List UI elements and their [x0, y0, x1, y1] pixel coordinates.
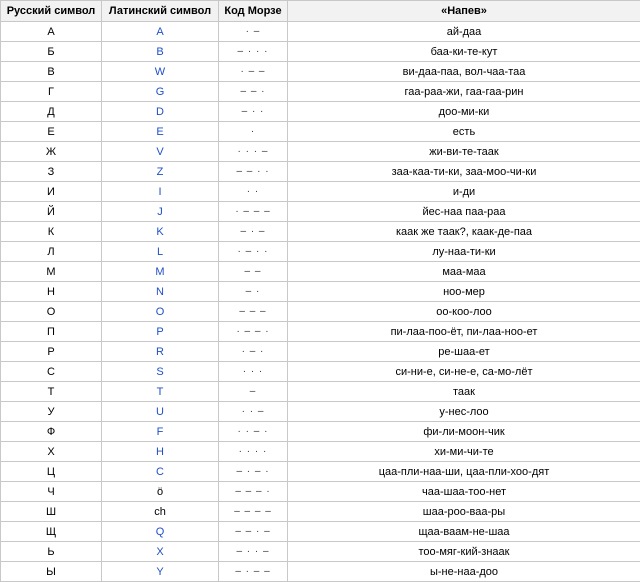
- cell-chant: чаа-шаа-тоо-нет: [288, 482, 640, 502]
- cell-morse-code: – · ·: [219, 102, 288, 122]
- cell-morse-code: – – – ·: [219, 482, 288, 502]
- cell-russian-symbol: К: [1, 222, 102, 242]
- cell-latin-symbol[interactable]: N: [102, 282, 219, 302]
- cell-chant: йес-наа паа-раа: [288, 202, 640, 222]
- cell-russian-symbol: С: [1, 362, 102, 382]
- cell-chant: гаа-раа-жи, гаа-гаа-рин: [288, 82, 640, 102]
- cell-chant: есть: [288, 122, 640, 142]
- cell-morse-code: · · ·: [219, 362, 288, 382]
- cell-morse-code: ·: [219, 122, 288, 142]
- cell-chant: си-ни-е, си-не-е, са-мо-лёт: [288, 362, 640, 382]
- cell-latin-symbol[interactable]: U: [102, 402, 219, 422]
- cell-morse-code: · – – –: [219, 202, 288, 222]
- cell-russian-symbol: М: [1, 262, 102, 282]
- cell-latin-symbol[interactable]: D: [102, 102, 219, 122]
- cell-chant: ай-даа: [288, 22, 640, 42]
- table-row: [1, 82, 640, 102]
- header-row: [1, 1, 640, 22]
- cell-chant: у-нес-лоо: [288, 402, 640, 422]
- cell-morse-code: · · · –: [219, 142, 288, 162]
- cell-russian-symbol: Ф: [1, 422, 102, 442]
- cell-chant: щаа-ваам-не-шаа: [288, 522, 640, 542]
- cell-morse-code: · – –: [219, 62, 288, 82]
- table-row: [1, 542, 640, 562]
- cell-morse-code: – – · ·: [219, 162, 288, 182]
- cell-chant: каак же таак?, каак-де-паа: [288, 222, 640, 242]
- cell-latin-symbol[interactable]: G: [102, 82, 219, 102]
- cell-russian-symbol: Й: [1, 202, 102, 222]
- cell-chant: фи-ли-моон-чик: [288, 422, 640, 442]
- cell-morse-code: · – – ·: [219, 322, 288, 342]
- cell-morse-code: · · · ·: [219, 442, 288, 462]
- table-row: [1, 282, 640, 302]
- table-row: [1, 102, 640, 122]
- table-row: [1, 22, 640, 42]
- table-row: [1, 362, 640, 382]
- table-body: [1, 22, 640, 582]
- cell-latin-symbol: ch: [102, 502, 219, 522]
- cell-russian-symbol: Б: [1, 42, 102, 62]
- cell-russian-symbol: Н: [1, 282, 102, 302]
- cell-morse-code: · – · ·: [219, 242, 288, 262]
- cell-chant: цаа-пли-наа-ши, цаа-пли-хоо-дят: [288, 462, 640, 482]
- cell-russian-symbol: Е: [1, 122, 102, 142]
- cell-russian-symbol: У: [1, 402, 102, 422]
- cell-latin-symbol[interactable]: K: [102, 222, 219, 242]
- cell-morse-code: – –: [219, 262, 288, 282]
- cell-latin-symbol[interactable]: Q: [102, 522, 219, 542]
- cell-chant: шаа-роо-ваа-ры: [288, 502, 640, 522]
- cell-morse-code: – – –: [219, 302, 288, 322]
- cell-russian-symbol: В: [1, 62, 102, 82]
- cell-morse-code: · · –: [219, 402, 288, 422]
- cell-chant: таак: [288, 382, 640, 402]
- cell-russian-symbol: Ч: [1, 482, 102, 502]
- table-row: [1, 122, 640, 142]
- cell-latin-symbol: ö: [102, 482, 219, 502]
- table-row: [1, 42, 640, 62]
- cell-russian-symbol: Щ: [1, 522, 102, 542]
- cell-latin-symbol[interactable]: T: [102, 382, 219, 402]
- cell-morse-code: · – ·: [219, 342, 288, 362]
- cell-russian-symbol: Ы: [1, 562, 102, 582]
- cell-chant: пи-лаа-поо-ёт, пи-лаа-ноо-ет: [288, 322, 640, 342]
- cell-chant: доо-ми-ки: [288, 102, 640, 122]
- cell-russian-symbol: П: [1, 322, 102, 342]
- table-row: [1, 562, 640, 582]
- cell-russian-symbol: Ш: [1, 502, 102, 522]
- cell-chant: ви-даа-паа, вол-чаа-таа: [288, 62, 640, 82]
- cell-chant: заа-каа-ти-ки, заа-моо-чи-ки: [288, 162, 640, 182]
- cell-latin-symbol[interactable]: F: [102, 422, 219, 442]
- cell-morse-code: – · – ·: [219, 462, 288, 482]
- table-row: [1, 62, 640, 82]
- cell-morse-code: – ·: [219, 282, 288, 302]
- cell-morse-code: – · – –: [219, 562, 288, 582]
- cell-morse-code: – · · ·: [219, 42, 288, 62]
- cell-morse-code: – · –: [219, 222, 288, 242]
- table-header: [1, 1, 640, 22]
- table-row: [1, 302, 640, 322]
- cell-russian-symbol: Ж: [1, 142, 102, 162]
- cell-chant: ре-шаа-ет: [288, 342, 640, 362]
- cell-morse-code: – – ·: [219, 82, 288, 102]
- table-row: [1, 442, 640, 462]
- table-row: [1, 202, 640, 222]
- cell-russian-symbol: Л: [1, 242, 102, 262]
- cell-latin-symbol[interactable]: L: [102, 242, 219, 262]
- cell-morse-code: – – – –: [219, 502, 288, 522]
- cell-morse-code: · ·: [219, 182, 288, 202]
- cell-latin-symbol[interactable]: W: [102, 62, 219, 82]
- cell-russian-symbol: Г: [1, 82, 102, 102]
- cell-morse-code: · –: [219, 22, 288, 42]
- table-row: [1, 482, 640, 502]
- cell-chant: маа-маа: [288, 262, 640, 282]
- cell-chant: тоо-мяг-кий-знаак: [288, 542, 640, 562]
- cell-russian-symbol: Ь: [1, 542, 102, 562]
- cell-chant: оо-коо-лоо: [288, 302, 640, 322]
- cell-morse-code: · · – ·: [219, 422, 288, 442]
- table-row: [1, 322, 640, 342]
- cell-chant: жи-ви-те-таак: [288, 142, 640, 162]
- cell-latin-symbol[interactable]: R: [102, 342, 219, 362]
- table-row: [1, 342, 640, 362]
- cell-latin-symbol[interactable]: O: [102, 302, 219, 322]
- cell-russian-symbol: И: [1, 182, 102, 202]
- cell-latin-symbol[interactable]: M: [102, 262, 219, 282]
- cell-chant: хи-ми-чи-те: [288, 442, 640, 462]
- header-chant: «Напев»: [288, 1, 640, 22]
- table-row: [1, 422, 640, 442]
- cell-russian-symbol: З: [1, 162, 102, 182]
- table-row: [1, 242, 640, 262]
- cell-latin-symbol[interactable]: A: [102, 22, 219, 42]
- cell-latin-symbol[interactable]: C: [102, 462, 219, 482]
- cell-latin-symbol[interactable]: E: [102, 122, 219, 142]
- cell-latin-symbol[interactable]: Z: [102, 162, 219, 182]
- cell-latin-symbol[interactable]: H: [102, 442, 219, 462]
- cell-latin-symbol[interactable]: S: [102, 362, 219, 382]
- cell-chant: и-ди: [288, 182, 640, 202]
- cell-latin-symbol[interactable]: V: [102, 142, 219, 162]
- cell-latin-symbol[interactable]: X: [102, 542, 219, 562]
- cell-russian-symbol: А: [1, 22, 102, 42]
- cell-latin-symbol[interactable]: J: [102, 202, 219, 222]
- table-row: [1, 142, 640, 162]
- cell-russian-symbol: Ц: [1, 462, 102, 482]
- table-row: [1, 502, 640, 522]
- table-row: [1, 162, 640, 182]
- table-row: [1, 522, 640, 542]
- cell-latin-symbol[interactable]: I: [102, 182, 219, 202]
- cell-morse-code: – – · –: [219, 522, 288, 542]
- table-row: [1, 182, 640, 202]
- cell-chant: лу-наа-ти-ки: [288, 242, 640, 262]
- cell-russian-symbol: Д: [1, 102, 102, 122]
- cell-latin-symbol[interactable]: Y: [102, 562, 219, 582]
- cell-chant: баа-ки-те-кут: [288, 42, 640, 62]
- cell-chant: ноо-мер: [288, 282, 640, 302]
- table-row: [1, 402, 640, 422]
- table-row: [1, 382, 640, 402]
- header-latin-symbol: Латинский символ: [102, 1, 219, 22]
- header-morse-code: Код Морзе: [219, 1, 288, 22]
- table-row: [1, 262, 640, 282]
- table-row: [1, 222, 640, 242]
- cell-russian-symbol: Т: [1, 382, 102, 402]
- table-row: [1, 462, 640, 482]
- cell-chant: ы-не-наа-доо: [288, 562, 640, 582]
- cell-russian-symbol: Р: [1, 342, 102, 362]
- cell-morse-code: – · · –: [219, 542, 288, 562]
- cell-latin-symbol[interactable]: B: [102, 42, 219, 62]
- cell-russian-symbol: О: [1, 302, 102, 322]
- cell-morse-code: –: [219, 382, 288, 402]
- header-russian-symbol: Русский символ: [1, 1, 102, 22]
- cell-latin-symbol[interactable]: P: [102, 322, 219, 342]
- cell-russian-symbol: Х: [1, 442, 102, 462]
